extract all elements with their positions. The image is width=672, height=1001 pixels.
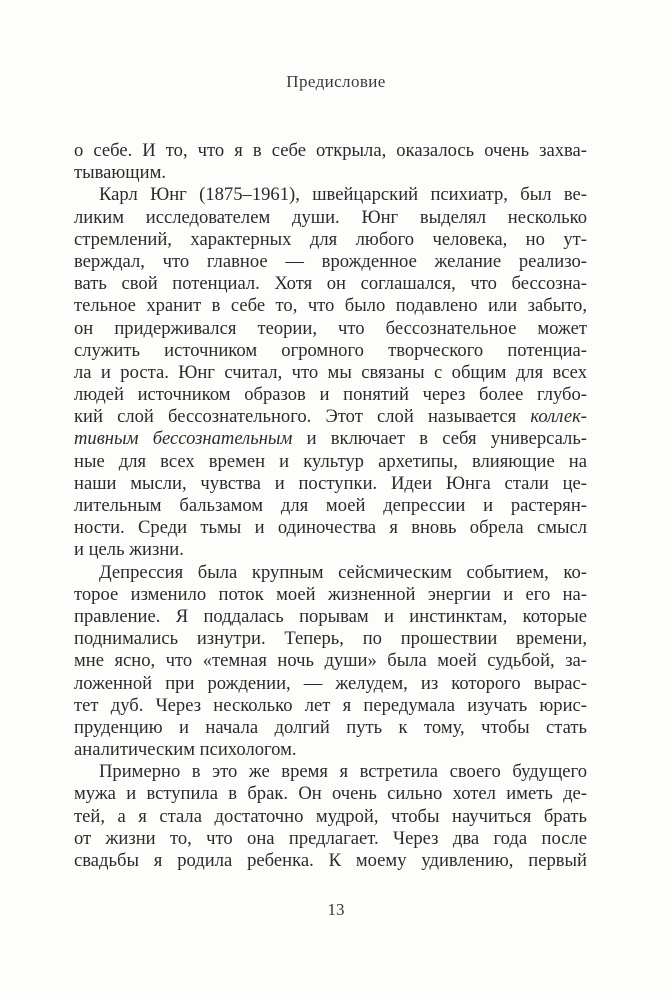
page-number: 13: [327, 900, 345, 919]
text-line: [74, 162, 587, 184]
running-header: Предисловие: [286, 72, 386, 91]
text-line: [74, 717, 587, 739]
line-text: стремлений, характерных для любого человека, но ут-: [74, 228, 587, 250]
italic-term: тивным бессознательным: [74, 428, 293, 450]
italic-term: коллек-: [530, 406, 587, 428]
line-text: и цель жизни.: [74, 539, 184, 561]
text-line: [74, 606, 587, 628]
line-text: ные для всех времен и культур архетипы, влияющие на: [74, 450, 587, 472]
text-line: [74, 140, 587, 162]
line-text: людей источником образов и понятий через более глубо-: [74, 384, 587, 406]
text-line: [74, 761, 587, 783]
line-text: тей, а я стала достаточно мудрой, чтобы научиться брать: [74, 805, 587, 827]
text-line: [74, 229, 587, 251]
text-line: [74, 428, 587, 450]
text-line: [74, 539, 587, 561]
line-text: тельное хранит в себе то, что было подавлено или забыто,: [74, 295, 587, 317]
line-text: наши мысли, чувства и поступки. Идеи Юнга стали це-: [74, 472, 587, 494]
line-text: поднимались изнутри. Теперь, по прошествии времени,: [74, 628, 587, 650]
line-text: и включает в себя универсаль-: [292, 428, 587, 450]
line-text: правление. Я поддалась порывам и инстинктам, которые: [74, 605, 587, 627]
line-text: мужа и вступила в брак. Он очень сильно хотел иметь де-: [74, 783, 587, 805]
line-text: Примерно в это же время я встретила своего будущего: [99, 761, 587, 783]
line-text: ликим исследователем души. Юнг выделял несколько: [74, 206, 587, 228]
line-text: свадьбы я родила ребенка. К моему удивлению, первый: [74, 850, 587, 871]
text-line: [74, 783, 587, 805]
text-line: [74, 517, 587, 539]
line-text: ла и роста. Юнг считал, что мы связаны с общим для всех: [74, 361, 587, 383]
text-line: [74, 473, 587, 495]
text-line: [74, 673, 587, 695]
text-line: [74, 318, 587, 340]
text-line: [74, 828, 587, 850]
text-line: [74, 850, 587, 872]
text-line: [74, 628, 587, 650]
line-text: аналитическим психологом.: [74, 739, 297, 761]
line-text: о себе. И то, что я в себе открыла, оказалось очень захва-: [74, 140, 587, 161]
text-line: [74, 739, 587, 761]
text-line: [74, 251, 587, 273]
text-line: [74, 295, 587, 317]
line-text: тет дуб. Через несколько лет я передумала изучать юрис-: [74, 694, 587, 716]
text-line: [74, 273, 587, 295]
text-line: [74, 384, 587, 406]
text-line: [74, 695, 587, 717]
line-text: от жизни то, что она предлагает. Через два года после: [74, 827, 587, 849]
line-text: тывающим.: [74, 162, 166, 184]
text-line: [74, 207, 587, 229]
text-line: [74, 562, 587, 584]
line-text: вать свой потенциал. Хотя он соглашался, что бессозна-: [74, 273, 587, 295]
line-text: он придерживался теории, что бессознательное может: [74, 317, 587, 339]
text-line: [74, 495, 587, 517]
text-line: [74, 362, 587, 384]
text-line: [74, 650, 587, 672]
body-text: [74, 140, 587, 872]
text-line: [74, 340, 587, 362]
line-text: торое изменило поток моей жизненной энергии и его на-: [74, 583, 587, 605]
line-text: лительным бальзамом для моей депрессии и растерян-: [74, 495, 587, 516]
text-line: [74, 584, 587, 606]
line-text: ности. Среди тьмы и одиночества я вновь обрела смысл: [74, 517, 587, 539]
text-line: [74, 184, 587, 206]
line-text: кий слой бессознательного. Этот слой называется: [74, 406, 531, 428]
line-text: верждал, что главное — врожденное желание реализо-: [74, 250, 587, 272]
line-text: пруденцию и начала долгий путь к тому, чтобы стать: [74, 716, 587, 738]
text-line: [74, 406, 587, 428]
line-text: ложенной при рождении, — желудем, из которого вырас-: [74, 672, 587, 694]
line-text: Депрессия была крупным сейсмическим событием, ко-: [99, 561, 587, 583]
line-text: мне ясно, что «темная ночь души» была моей судьбой, за-: [74, 650, 587, 672]
line-text: служить источником огромного творческого потенциа-: [74, 339, 587, 361]
line-text: Карл Юнг (1875–1961), швейцарский психиатр, был ве-: [99, 184, 587, 206]
text-line: [74, 806, 587, 828]
text-line: [74, 451, 587, 473]
